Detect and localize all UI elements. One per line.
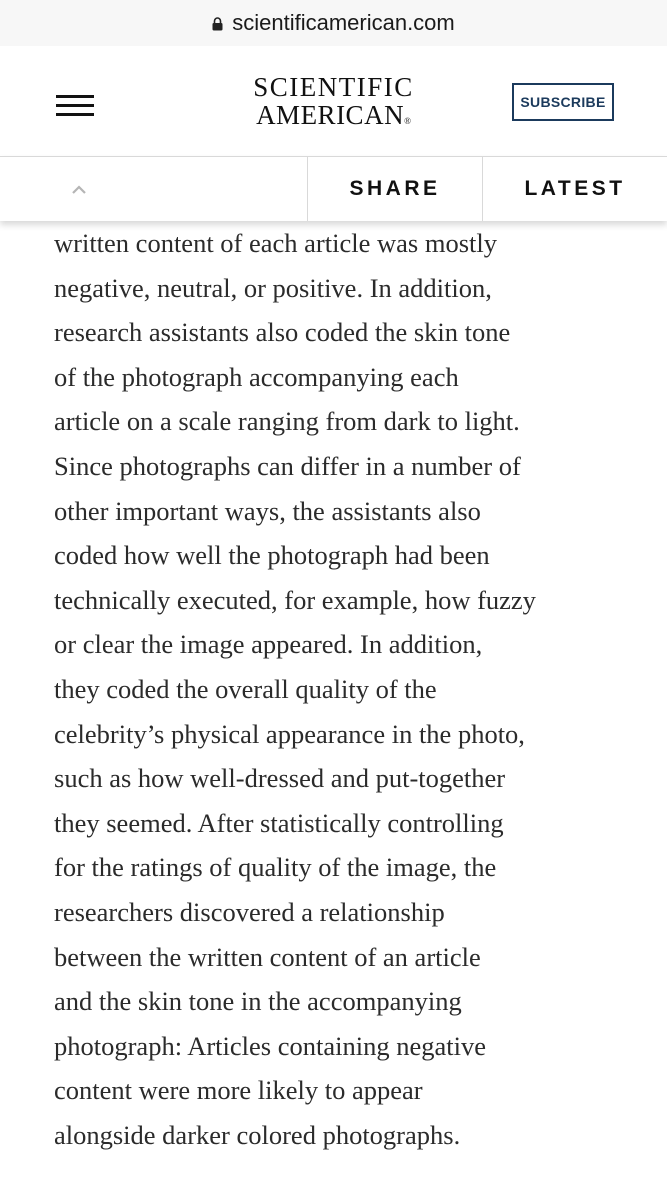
share-button[interactable]: SHARE (349, 177, 441, 200)
article-line: researchers discovered a relationship (54, 896, 445, 927)
article-line: content were more likely to appear (54, 1075, 423, 1106)
article-line: alongside darker colored photographs. (54, 1119, 461, 1150)
latest-button[interactable]: LATEST (524, 177, 626, 200)
article-line: article on a scale ranging from dark to light. (54, 406, 520, 437)
url-text[interactable]: scientificamerican.com (232, 10, 455, 35)
article-line: photograph: Articles containing negative (54, 1030, 486, 1061)
article-line: Since photographs can differ in a number of (54, 450, 521, 481)
article-line: such as how well-dressed and put-together (54, 763, 506, 794)
article-line: coded how well the photograph had been (54, 540, 490, 571)
article-line: for the ratings of quality of the image, the (54, 852, 497, 883)
article-line: of the photograph accompanying each (54, 361, 459, 392)
article-line: or clear the image appeared. In addition, (54, 629, 483, 660)
sticky-action-bar (0, 156, 667, 221)
article-line: celebrity’s physical appearance in the photo, (54, 718, 525, 749)
article-body (54, 221, 654, 1157)
chevron-up-icon[interactable] (70, 183, 88, 195)
subscribe-button[interactable]: SUBSCRIBE (512, 83, 614, 121)
browser-url-bar[interactable] (0, 0, 667, 46)
article-line: they seemed. After statistically controlling (54, 807, 504, 838)
article-line: negative, neutral, or positive. In addition, (54, 272, 492, 303)
clipped-line-text (54, 138, 614, 156)
article-line: they coded the overall quality of the (54, 673, 437, 704)
article-line: technically executed, for example, how fuzzy (54, 584, 536, 615)
registered-mark: ® (404, 116, 411, 126)
logo-line-2-text: AMERICAN (256, 100, 405, 130)
article-line: written content of each article was mostly (54, 228, 497, 258)
lock-icon (212, 17, 223, 31)
article-line: research assistants also coded the skin tone (54, 317, 511, 348)
article-line: between the written content of an article (54, 941, 481, 972)
article-line: and the skin tone in the accompanying (54, 986, 462, 1017)
clipped-text-line (54, 138, 614, 156)
article-line: other important ways, the assistants also (54, 495, 481, 526)
logo-line-1: SCIENTIFIC (253, 72, 414, 102)
